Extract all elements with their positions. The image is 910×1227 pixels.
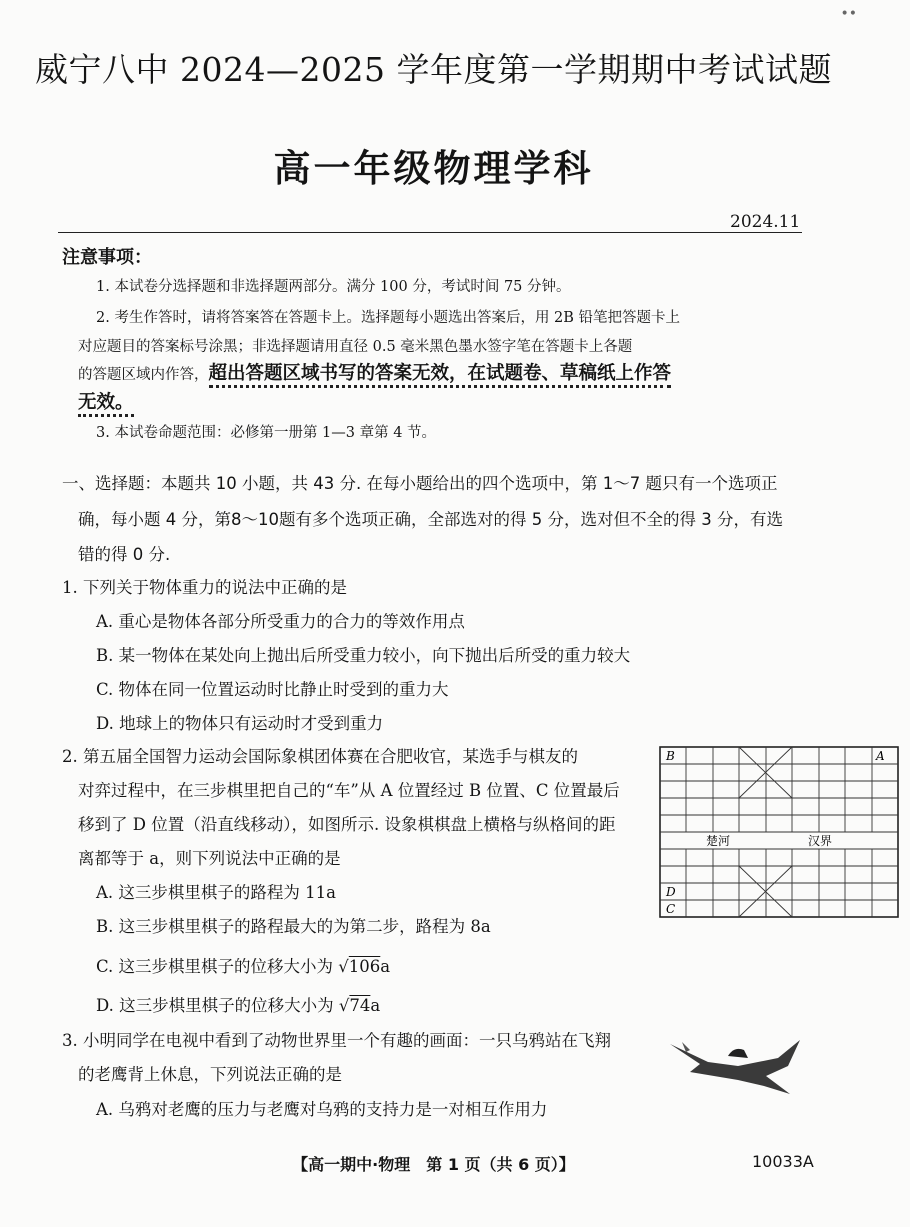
question-3-option-a: A. 乌鸦对老鹰的压力与老鹰对乌鸦的支持力是一对相互作用力	[96, 1100, 548, 1119]
header-divider	[58, 232, 802, 233]
question-2-line-2: 对弈过程中，在三步棋里把自己的“车”从 A 位置经过 B 位置、C 位置最后	[78, 781, 620, 800]
note-item-2-line-2: 对应题目的答案标号涂黑；非选择题请用直径 0.5 毫米黑色墨水签字笔在答题卡上各题	[78, 339, 633, 355]
question-2-option-c	[96, 953, 390, 977]
note-item-3: 3. 本试卷命题范围：必修第一册第 1—3 章第 4 节。	[96, 425, 437, 441]
note-item-2-line-3-prefix: 的答题区域内作答，	[78, 367, 209, 383]
note-item-2-line-3	[78, 359, 671, 385]
question-1-stem: 1. 下列关于物体重力的说法中正确的是	[62, 578, 347, 597]
question-1-option-d: D. 地球上的物体只有运动时才受到重力	[96, 714, 384, 733]
notes-heading: 注意事项：	[62, 247, 152, 268]
section-1-line-2: 确，每小题 4 分，第8～10题有多个选项正确，全部选对的得 5 分，选对但不全的得 3 分，有选	[78, 510, 783, 529]
board-river-right: 汉界	[808, 834, 833, 848]
question-2-option-a: A. 这三步棋里棋子的路程为 11a	[96, 883, 336, 902]
paper-code: 10033A	[752, 1152, 814, 1171]
question-1-option-b: B. 某一物体在某处向上抛出后所受重力较小，向下抛出后所受的重力较大	[96, 646, 631, 665]
option-d-text: D. 这三步棋里棋子的位移大小为 √	[96, 996, 350, 1015]
note-item-2-line-4	[78, 388, 134, 414]
chess-board-figure	[658, 745, 910, 925]
option-c-text: C. 这三步棋里棋子的位移大小为 √	[96, 957, 349, 976]
board-label-d: D	[666, 885, 676, 899]
option-d-radicand: 74	[349, 996, 371, 1015]
page-footer: 【高一期中·物理 第 1 页（共 6 页）】	[292, 1155, 575, 1174]
note-item-2-line-1: 2. 考生作答时，请将答案答在答题卡上。选择题每小题选出答案后，用 2B 铅笔把答题卡上	[96, 310, 681, 326]
eagle-crow-illustration	[668, 1032, 808, 1102]
board-river-left: 楚河	[706, 834, 731, 848]
question-3-line-2: 的老鹰背上休息，下列说法正确的是	[78, 1065, 342, 1084]
exam-date: 2024.11	[730, 212, 801, 232]
subject-title: 高一年级物理学科	[273, 147, 594, 190]
board-label-b: B	[666, 749, 675, 763]
note-item-2-line-4-emphasis: 无效。	[78, 392, 134, 417]
question-2-option-b: B. 这三步棋里棋子的路程最大的为第二步，路程为 8a	[96, 917, 491, 936]
board-label-c: C	[666, 902, 676, 916]
corner-mark: ••	[840, 6, 857, 22]
section-1-line-1: 一、选择题：本题共 10 小题，共 43 分. 在每小题给出的四个选项中，第 1～7 题只有一个选项正	[62, 474, 778, 493]
note-item-1: 1. 本试卷分选择题和非选择题两部分。满分 100 分，考试时间 75 分钟。	[96, 279, 571, 295]
question-1-option-a: A. 重心是物体各部分所受重力的合力的等效作用点	[96, 612, 465, 631]
board-label-a: A	[876, 749, 885, 763]
question-2-option-d	[96, 992, 380, 1016]
section-1-line-3: 错的得 0 分.	[78, 545, 171, 564]
question-2-line-3: 移到了 D 位置（沿直线移动），如图所示. 设象棋棋盘上横格与纵格间的距	[78, 815, 616, 834]
note-item-2-line-3-emphasis: 超出答题区域书写的答案无效，在试题卷、草稿纸上作答	[209, 363, 672, 388]
option-d-unit: a	[370, 996, 381, 1015]
question-2-line-4: 离都等于 a，则下列说法中正确的是	[78, 849, 341, 868]
option-c-unit: a	[380, 957, 391, 976]
exam-title: 威宁八中 2024—2025 学年度第一学期期中考试试题	[35, 50, 832, 89]
question-2-line-1: 2. 第五届全国智力运动会国际象棋团体赛在合肥收官，某选手与棋友的	[62, 747, 578, 766]
option-c-radicand: 106	[348, 957, 381, 976]
question-1-option-c: C. 物体在同一位置运动时比静止时受到的重力大	[96, 680, 449, 699]
question-3-line-1: 3. 小明同学在电视中看到了动物世界里一个有趣的画面：一只乌鸦站在飞翔	[62, 1031, 611, 1050]
